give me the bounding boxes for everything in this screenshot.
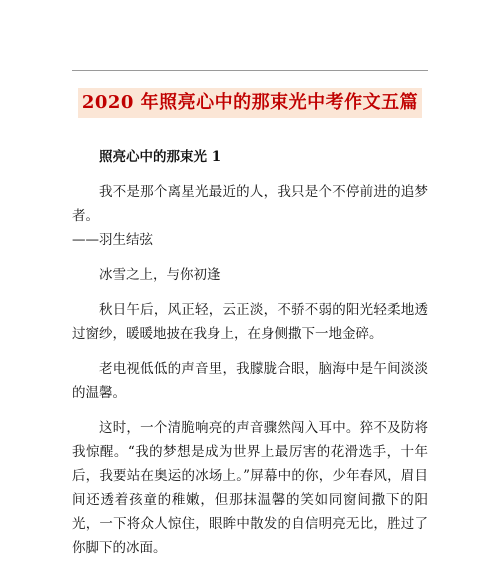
paragraph-autumn: 秋日午后，风正轻，云正淡，不骄不弱的阳光轻柔地透过窗纱，暖暖地披在我身上，在身侧撒下一地金碎。: [72, 302, 428, 342]
essay-subheading: 照亮心中的那束光 1: [99, 149, 222, 165]
paragraph-section-heading: 冰雪之上，与你初逢: [99, 267, 221, 283]
quote-attribution: ——羽生结弦: [72, 232, 153, 248]
document-body: [72, 145, 428, 571]
header-rule: [72, 70, 428, 71]
paragraph-quote: 我不是那个离星光最近的人，我只是个不停前进的追梦者。: [72, 184, 428, 224]
title-container: [0, 88, 500, 118]
paragraph-television: 老电视低低的声音里，我朦胧合眼，脑海中是午间淡淡的温馨。: [72, 361, 428, 401]
paragraph-dream: 这时，一个清脆响亮的声音骤然闯入耳中。猝不及防将我惊醒。“我的梦想是成为世界上最厉害的花滑选手，十年后，我要站在奥运的冰场上。”屏幕中的你，少年春风，眉目间还透着孩童的稚嫩，但那抹温馨的笑如同窗间撒下的阳光，一下将众人惊住，眼眸中散发的自信明亮无比，胜过了你脚下的冰面。: [72, 420, 428, 556]
document-title: 2020 年照亮心中的那束光中考作文五篇: [78, 88, 422, 118]
